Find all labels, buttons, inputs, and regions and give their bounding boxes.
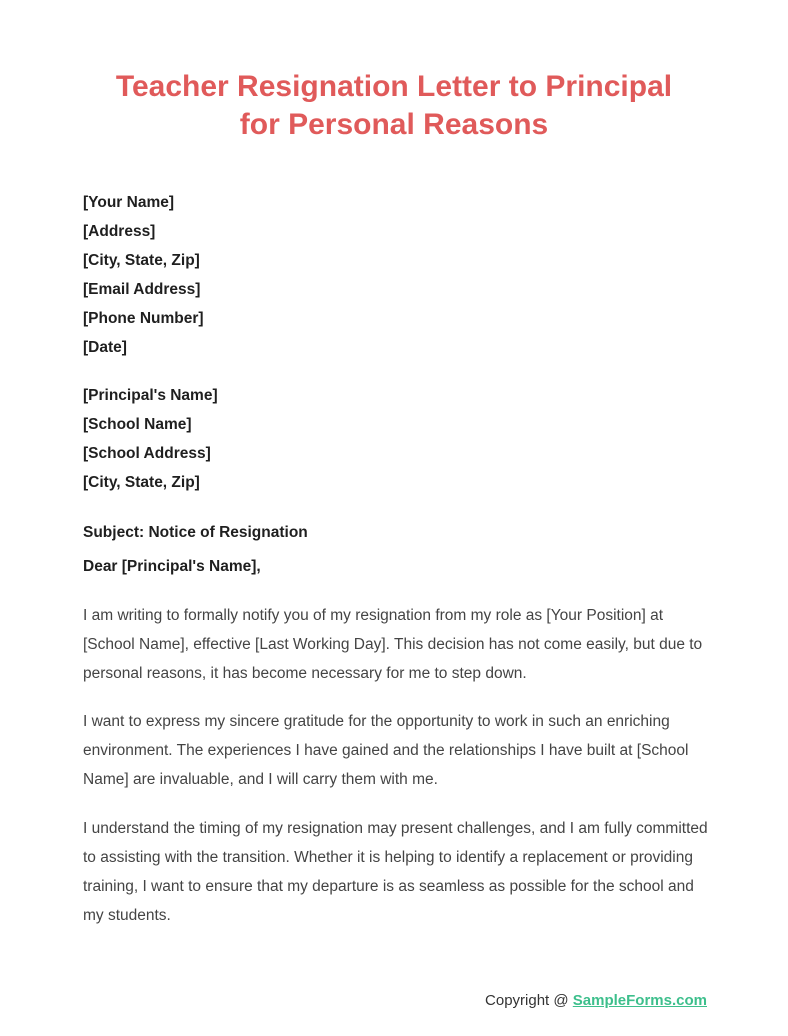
brand-link[interactable]: SampleForms.com xyxy=(572,992,707,1009)
sender-phone: [Phone Number] xyxy=(83,310,204,327)
recipient-address-block xyxy=(83,381,218,497)
title-line-2: for Personal Reasons xyxy=(239,108,549,141)
copyright-prefix: Copyright @ xyxy=(485,992,573,1009)
document-title xyxy=(40,68,748,144)
recipient-school-address: [School Address] xyxy=(83,445,211,462)
body-paragraph-2: I want to express my sincere gratitude for the opportunity to work in such an enriching environment. The experiences I have gained and the relationships I have built at [School Name] are invaluable, and I will carry them with me. xyxy=(83,713,689,788)
letter-subject: Subject: Notice of Resignation xyxy=(83,524,308,541)
copyright-footer xyxy=(485,990,707,1012)
letter-date: [Date] xyxy=(83,339,127,356)
title-line-1: Teacher Resignation Letter to Principal xyxy=(115,70,673,103)
sender-name: [Your Name] xyxy=(83,194,175,211)
body-paragraph-3: I understand the timing of my resignation may present challenges, and I am fully committed to assisting with the transition. Whether it is helping to identify a replacement or providing training, I want to ensure that my departure is as seamless as possible for the school and my students. xyxy=(83,820,708,924)
sender-address: [Address] xyxy=(83,223,156,240)
sender-email: [Email Address] xyxy=(83,281,201,298)
sender-address-block xyxy=(83,188,204,362)
recipient-name: [Principal's Name] xyxy=(83,387,218,404)
recipient-school-name: [School Name] xyxy=(83,416,192,433)
body-paragraph-1: I am writing to formally notify you of my resignation from my role as [Your Position] at [School Name], effective [Last Working Day]. This decision has not come easily, but due to personal reasons, it has become necessary for me to step down. xyxy=(83,607,703,682)
recipient-city-state-zip: [City, State, Zip] xyxy=(83,474,200,491)
sender-city-state-zip: [City, State, Zip] xyxy=(83,252,200,269)
letter-salutation: Dear [Principal's Name], xyxy=(83,558,261,575)
